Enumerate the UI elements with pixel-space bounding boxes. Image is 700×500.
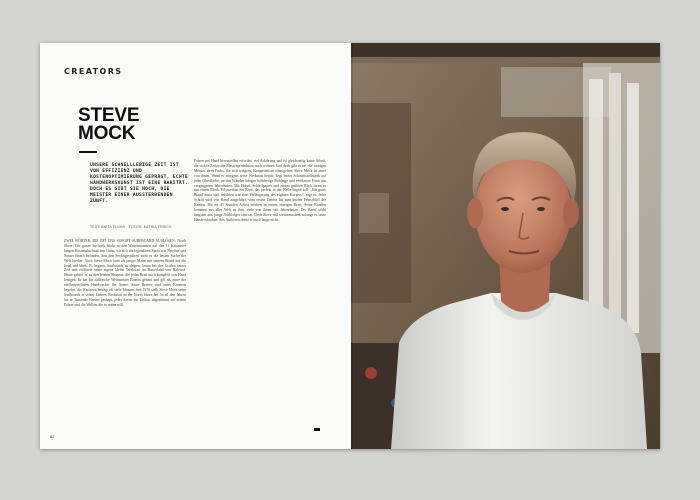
title-line-first: STEVE	[78, 105, 140, 126]
ceiling-light-strip	[351, 57, 660, 63]
section-label: CREATORS	[64, 67, 123, 76]
article-title	[78, 107, 139, 143]
gutter-shadow	[351, 43, 353, 449]
surfboard-blank	[589, 79, 603, 329]
shelf-item	[359, 193, 389, 233]
right-ear	[563, 198, 579, 228]
left-page	[40, 43, 351, 449]
body-column-1: ZWEI WÖRTER, DIE BEI UNS SOFORT SURFBOARD AUSLÖSEN: North Shore. Die ganze Surfwelt blickt in den Wintermonaten auf den 11 Kilometer langen Küstenabschnitt von Oahu, wo sich die legendären Spots wie Pipeline und Sunset Beach befinden. Seit den Sechzigerjahren zieht es die besten Surfer der Welt hierher. Auch Steve Mock kam als junger Mann mit seinem Board auf die Insel und blieb. Er begann, Surfboards zu shapen, lernte bei den Großen seiner Zeit und eröffnete seine eigene kleine Werkstatt im Hinterland von Haleiwa. Heute gehört er zu den letzten Shapern, die jedes Brett noch komplett von Hand fertigen. Er hat für zahlreiche Weltmeister Boards gebaut und gilt als einer der einflussreichsten Handwerker der Szene. Seine Bretter sind unter Kennern begehrt, die Wartezeit beträgt oft viele Monate. Seit 1970 stellt Steve Mock seine Surfboards in seiner kleinen Werkstatt an der North Shore her. In all den Jahren hat er Tausende Bretter geshapt, jedes davon ein Unikat, abgestimmt auf seinen Fahrer und die Wellen, die er reiten will.	[64, 239, 186, 307]
surfboard-blank	[609, 73, 621, 333]
right-eye	[537, 207, 545, 211]
page-number: 82	[50, 434, 55, 439]
ceiling-beam	[351, 43, 660, 57]
intro-text: UNSERE SCHNELLLEBIGE ZEIT IST VON EFFIZIENZ UND KOSTENOPTIMIERUNG GEPRÄGT, ECHTE HANDWERKSKUNST IST EINE RARITÄT. DOCH ES GIBT SIE NOCH, DIE MEISTER EINER AUSSTERBENDEN ZUNFT.	[90, 163, 189, 204]
portrait-photo	[351, 43, 660, 449]
end-mark	[314, 428, 320, 431]
surfboard-blank	[627, 83, 639, 333]
title-line-last: MOCK	[78, 123, 136, 144]
credits-line: TEXT: ANITA FLÜHR · FOTOS: KATHIA FRISCH	[90, 225, 172, 229]
title-rule	[79, 151, 97, 153]
left-eye	[501, 207, 509, 211]
paint-can	[365, 367, 377, 379]
magazine-spread	[40, 43, 660, 449]
body-column-2: Fräsen per Hand herzustellen erfordert viel Erfahrung und ist gleichzeitig keine Arbeit, die sich in Zeiten der Massenproduktion noch rechnet. Und doch gibt es sie, die wenigen Meister ihres Fachs, die sich weigern, Kompromisse einzugehen. Steve Mock ist einer von ihnen. Wenn er morgens seine Werkstatt betritt, liegt feiner Schaumstoffstaub auf jeder Oberfläche, an den Wänden hängen halbfertige Rohlinge und verblasste Fotos aus vergangenen Jahrzehnten. Mit Hobel, Schleifpapier und einem geübten Blick formt er aus einem Block Polyurethan ein Brett, das perfekt in der Welle liegen soll. „Ein gutes Board muss sich anfühlen wie eine Verlängerung des eigenen Körpers“, sagt er. Jeder Schritt wird von Hand ausgeführt, vom ersten Umriss bis zum letzten Feinschliff der Kanten. Bis zu 40 Stunden Arbeit stecken in einem einzigen Brett. Seine Kunden kommen aus aller Welt zu ihm, viele von ihnen seit Jahrzehnten. Der Beruf stirbt langsam aus, junge Nachfolger sind rar. Doch Steve will weitermachen, solange es seine Hände erlauben. Ans Aufhören denkt er noch lange nicht.	[194, 159, 326, 222]
right-page	[351, 43, 660, 449]
